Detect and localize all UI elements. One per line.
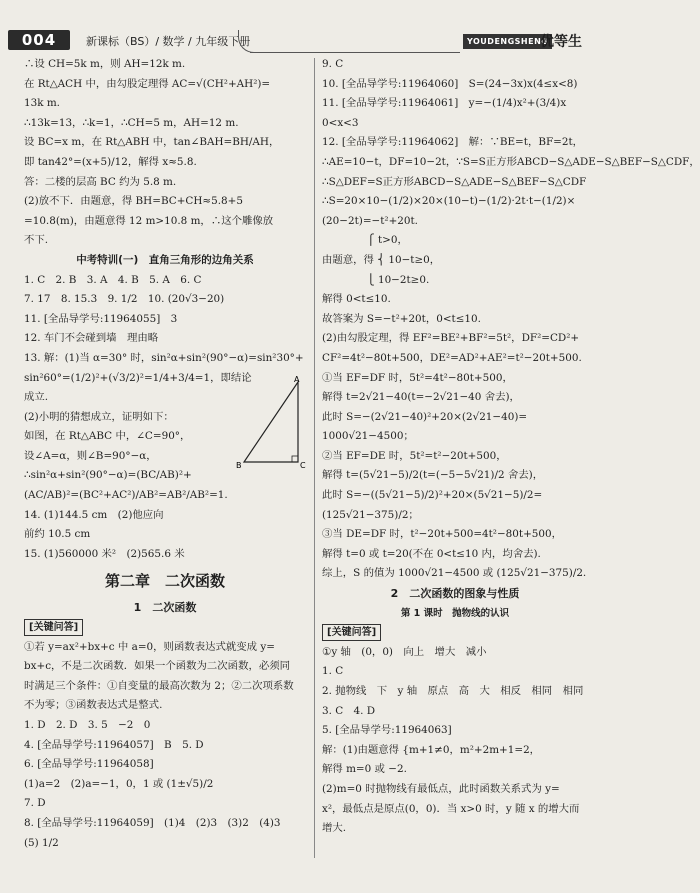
key-qa-tag: [关键问答] [322,624,381,641]
answer-line: 9. C [322,58,344,70]
answer-line: 0<x<3 [322,116,359,129]
answer-line: sin²60°=(1/2)²+(√3/2)²=1/4+3/4=1，即结论 [24,371,252,384]
answer-line: 2. 抛物线 下 y 轴 原点 高 大 相反 相同 相同 [322,685,584,697]
answer-line: 12. [全品导学号:11964062] 解：∵BE=t，BF=2t， [322,136,584,149]
breadcrumb: 新课标（BS）/ 数学 / 九年级下册 [86,35,251,48]
answer-line: bx+c，不是二次函数．如果一个函数为二次函数，必须同 [24,660,291,673]
answer-line: 故答案为 S=−t²+20t，0<t≤10. [322,312,481,325]
answer-line: ∴S△DEF=S正方形ABCD−S△ADE−S△BEF−S△CDF [322,175,587,188]
answer-line: 此时 S=−((5√21−5)/2)²+20×(5√21−5)/2= [322,489,543,502]
answer-line: 在 Rt△ACH 中，由勾股定理得 AC=√(CH²+AH²)= [24,77,271,90]
answer-line: 13k m. [24,97,60,110]
answer-line: 解得 m=0 或 −2. [322,763,407,776]
answer-line: ③当 DE=DF 时，t²−20t+500=4t²−80t+500， [322,528,563,541]
answer-line: ⎧ t>0， [322,234,408,247]
answer-line: 解得 t=2√21−40(t=−2√21−40 舍去)， [322,391,520,404]
answer-line: (1)a=2 (2)a=−1，0，1 或 (1±√5)/2 [24,777,214,790]
column-divider [314,58,315,858]
answer-line: (2)m=0 时抛物线有最低点，此时函数关系式为 y= [322,782,560,795]
right-column [322,55,700,839]
answer-line: ①y 轴 (0，0) 向上 增大 减小 [322,645,487,658]
answer-line: ∴AE=10−t，DF=10−2t，∵S=S正方形ABCD−S△ADE−S△BEF−S△CDF， [322,155,700,168]
answer-line: 7. 17 8. 15.3 9. 1/2 10. (20√3−20) [24,293,225,306]
answer-line: 1000√21−4500； [322,430,414,443]
answer-line: 不下. [24,234,49,247]
answer-line: 解得 0<t≤10. [322,293,391,306]
answer-line: ∴S=20×10−(1/2)×20×(10−t)−(1/2)·2t·t−(1/2)× [322,195,576,208]
answer-line: ⎩ 10−2t≥0. [322,273,430,286]
answer-line: ②当 EF=DE 时，5t²=t²−20t+500， [322,449,507,462]
answer-line: CF²=4t²−80t+500，DE²=AD²+AE²=t²−20t+500. [322,351,582,364]
answer-line: ①当 EF=DF 时，5t²=4t²−80t+500， [322,371,513,384]
answer-line: 1. D 2. D 3. 5 −2 0 [24,719,151,731]
brand-chinese: 优等生 [540,34,582,50]
answer-line: ∴13k=13，∴k=1，∴CH=5 m，AH=12 m. [24,116,239,129]
right-triangle-figure [222,375,306,470]
answer-line: 14. (1)144.5 cm (2)他应向 [24,508,164,521]
answer-line: (5) 1/2 [24,836,59,849]
answer-line: 6. [全品导学号:11964058] [24,758,154,771]
chapter-title: 第二章 二次函数 [104,572,225,591]
answer-line: 解：(1)由题意得 {m+1≠0，m²+2m+1=2， [322,743,541,756]
vertex-label-c: C [300,461,306,470]
header-ornament [238,30,259,53]
answer-line: 3. C 4. D [322,704,376,717]
answer-line: 12. 车门不会碰到墙 理由略 [24,332,159,345]
answer-line: 不为零；③函数表达式是整式. [24,699,163,712]
subsection-heading: 中考特训(一) 直角三角形的边角关系 [76,253,254,266]
answer-line: (2)小明的猜想成立，证明如下： [24,410,174,423]
answer-line: 时满足三个条件：①自变量的最高次数为 2；②二次项系数 [24,679,294,692]
page-number: 004 [8,30,70,50]
answer-line: 成立. [24,391,49,404]
answer-line: (AC/AB)²=(BC²+AC²)/AB²=AB²/AB²=1. [24,489,228,502]
answer-line: 10. [全品导学号:11964060] S=(24−3x)x(4≤x<8) [322,77,578,90]
section-title: 1 二次函数 [133,601,197,615]
answer-line: 15. (1)560000 米² (2)565.6 米 [24,547,185,560]
answer-line: 增大. [322,822,347,835]
vertex-label-a: A [294,375,300,384]
vertex-label-b: B [236,461,242,470]
answer-line: 11. [全品导学号:11964055] 3 [24,312,178,325]
answer-line: (20−2t)=−t²+20t. [322,214,418,227]
answer-line: 1. C [322,665,344,678]
answer-line: 8. [全品导学号:11964059] (1)4 (2)3 (3)2 (4)3 [24,816,281,829]
answer-line: 4. [全品导学号:11964057] B 5. D [24,738,204,751]
answer-line: x²，最低点是原点(0，0)．当 x>0 时，y 随 x 的增大而 [322,802,580,815]
answer-line: (2)由勾股定理，得 EF²=BE²+BF²=5t²，DF²=CD²+ [322,332,580,345]
answer-line: 1. C 2. B 3. A 4. B 5. A 6. C [24,273,202,286]
answer-line: ∴设 CH=5k m，则 AH=12k m. [24,58,186,70]
key-qa-tag: [关键问答] [24,619,83,636]
right-angle-mark [292,456,298,462]
answer-line: 解得 t=(5√21−5)/2(t=(−5−5√21)/2 舍去)， [322,469,544,482]
answer-line: 由题意，得 ⎨ 10−t≥0， [322,253,441,266]
brand-english: YOUDENGSHENG [463,34,552,49]
lesson-title: 第 1 课时 抛物线的认识 [400,607,510,619]
answer-line: 如图，在 Rt△ABC 中，∠C=90°， [24,430,191,443]
answer-line: (2)放不下．由题意，得 BH=BC+CH≈5.8+5 [24,195,243,208]
answer-line: 综上，S 的值为 1000√21−4500 或 (125√21−375)/2. [322,567,587,580]
answer-line: 前约 10.5 cm [24,528,91,541]
answer-line: 解得 t=0 或 t=20(不在 0<t≤10 内，均舍去). [322,547,541,560]
answer-line: 即 tan42°=(x+5)/12，解得 x≈5.8. [24,155,197,168]
answer-line: 13. 解：(1)当 α=30° 时，sin²α+sin²(90°−α)=sin²30°+ [24,351,304,364]
answer-line: 5. [全品导学号:11964063] [322,724,452,737]
answer-line: 此时 S=−(2√21−40)²+20×(2√21−40)= [322,410,528,423]
answer-line: 设 BC=x m，在 Rt△ABH 中，tan∠BAH=BH/AH， [24,136,280,149]
answer-line: 7. D [24,797,46,810]
answer-line: ∴sin²α+sin²(90°−α)=(BC/AB)²+ [24,469,192,482]
key-qa-row [322,623,588,643]
answer-line: 答：二楼的层高 BC 约为 5.8 m. [24,175,177,188]
triangle-shape [244,382,298,462]
key-qa-row [24,618,306,638]
answer-line: 设∠A=α，则∠B=90°−α， [24,449,157,462]
answer-line: =10.8(m)，由题意得 12 m>10.8 m，∴这个雕像放 [24,214,274,227]
answer-line: (125√21−375)/2； [322,508,419,521]
answer-line: ①若 y=ax²+bx+c 中 a=0，则函数表达式就变成 y= [24,640,275,653]
section-title: 2 二次函数的图象与性质 [390,587,520,601]
page-header [0,0,600,52]
header-rule [250,52,460,53]
answer-line: 11. [全品导学号:11964061] y=−(1/4)x²+(3/4)x [322,97,567,110]
